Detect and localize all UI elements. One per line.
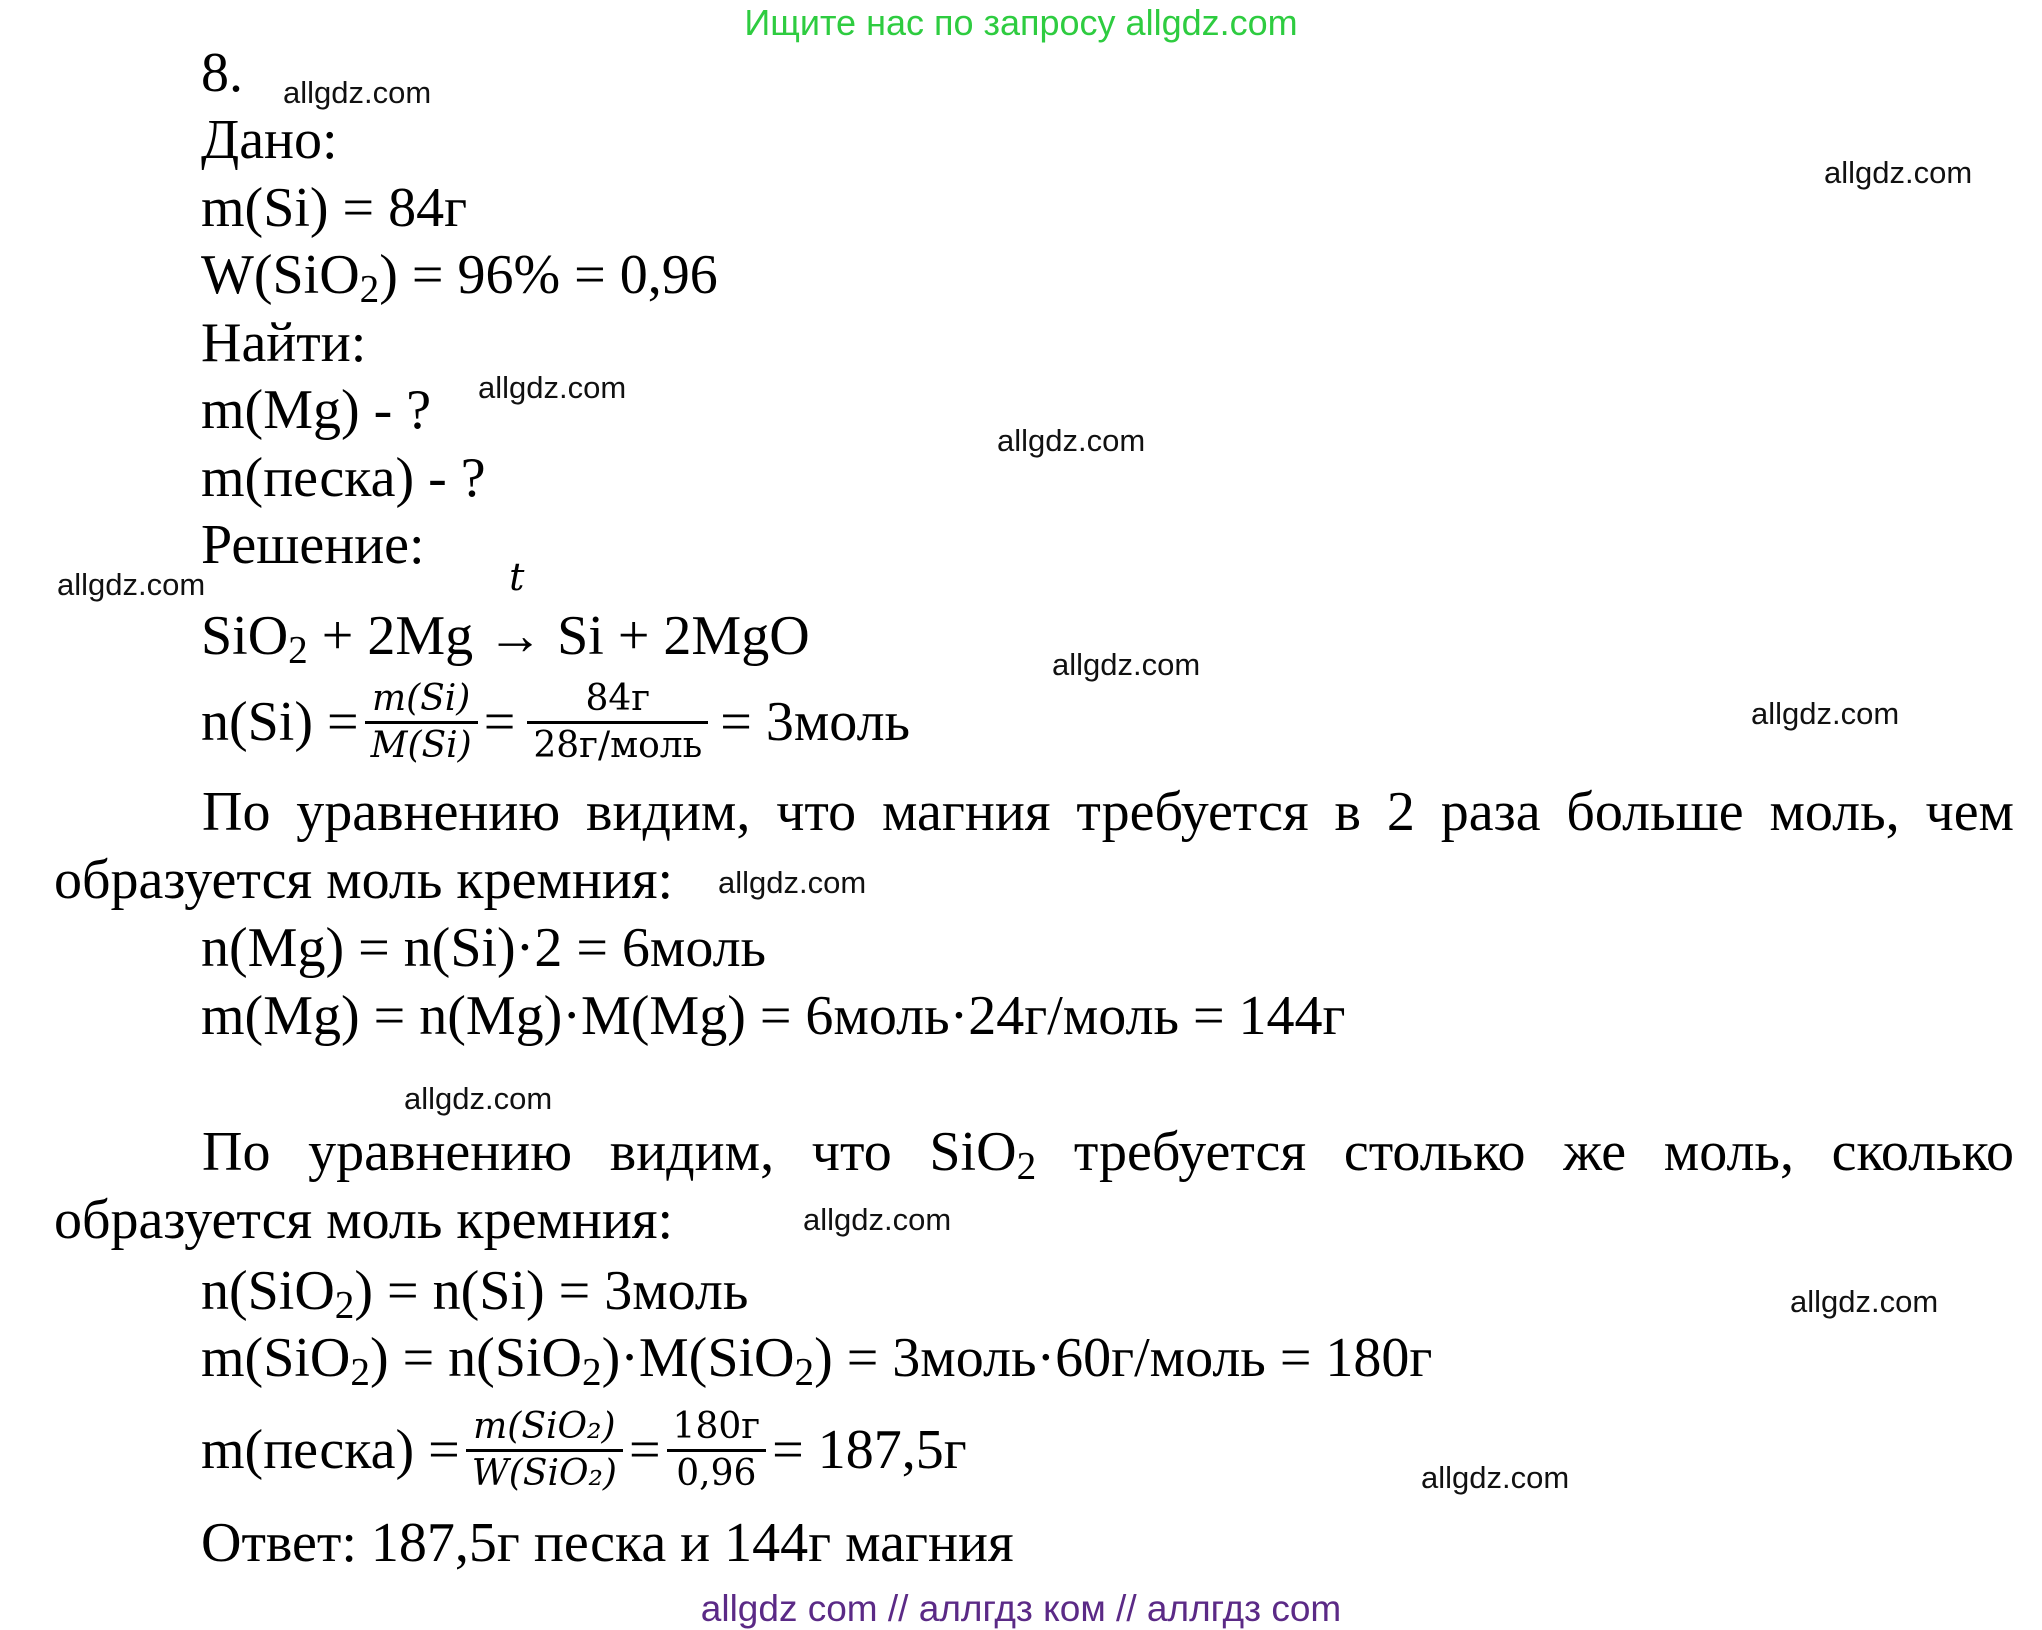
moles-si-formula: n(Si) = $\frac{m(Si)}{M(Si)}$ = $\frac{84г}{\text{28г/моль}}$ = 3моль — [201, 677, 911, 766]
mass-sio2: m(SiO$_2$) = n(SiO$_2$)·M(SiO$_2$) = 3моль·60г/моль = 180г — [201, 1327, 1433, 1394]
watermark: allgdz.com — [1751, 696, 1900, 731]
find-mass-mg: m(Mg) - ? — [201, 379, 432, 441]
reaction-arrow: t → — [487, 555, 544, 667]
mass-mg: m(Mg) = n(Mg)·M(Mg) = 6моль·24г/моль = 144г — [201, 985, 1346, 1047]
given-label: Дано: — [201, 109, 338, 171]
moles-sio2: n(SiO$_2$) = n(Si) = 3моль — [201, 1260, 749, 1327]
header-banner: Ищите нас по запросу allgdz.com — [744, 2, 1298, 43]
watermark: allgdz.com — [997, 423, 1146, 458]
watermark: allgdz.com — [57, 567, 206, 602]
answer: Ответ: 187,5г песка и 144г магния — [201, 1512, 1014, 1574]
fraction-mass-over-molar: $\frac{m(Si)}{M(Si)}$ — [365, 681, 478, 764]
solution-label: Решение: — [201, 514, 425, 576]
watermark: allgdz.com — [1421, 1460, 1570, 1495]
watermark: allgdz.com — [1790, 1284, 1939, 1319]
watermark: allgdz.com — [1824, 155, 1973, 190]
watermark: allgdz.com — [478, 370, 627, 405]
explanation-paragraph-1: По уравнению видим, что магния требуется в 2 раза больше моль, чем образуется моль кремния: — [54, 781, 2014, 911]
watermark: allgdz.com — [803, 1202, 952, 1237]
footer-banner: allgdz com // аллгдз ком // аллгдз com — [700, 1588, 1342, 1629]
given-purity-sio2: W(SiO$_2$) = 96% = 0,96 — [201, 244, 718, 311]
moles-mg: n(Mg) = n(Si)·2 = 6моль — [201, 917, 767, 979]
explanation-paragraph-2: По уравнению видим, что SiO$_2$ требуется столько же моль, сколько образуется моль кремния: — [54, 1121, 2015, 1251]
mass-sand-formula: m(песка) = $\frac{\text{m(SiO₂)}}{\text{W(SiO₂)}}$ = $\frac{180г}{0,96}$ = 187,5г — [201, 1405, 967, 1494]
watermark: allgdz.com — [404, 1081, 553, 1116]
find-label: Найти: — [201, 312, 367, 374]
fraction-mass-over-purity: $\frac{\text{m(SiO₂)}}{\text{W(SiO₂)}}$ — [466, 1409, 623, 1492]
fraction-values: $\frac{84г}{\text{28г/моль}}$ — [527, 681, 708, 764]
find-mass-sand: m(песка) - ? — [201, 447, 486, 509]
reaction-equation: SiO$_2$ + 2Mg t → Si + 2MgO — [201, 555, 810, 672]
problem-number: 8. — [201, 42, 243, 104]
watermark: allgdz.com — [1052, 647, 1201, 682]
given-mass-si: m(Si) = 84г — [201, 177, 468, 239]
fraction-sand-values: $\frac{180г}{0,96}$ — [667, 1409, 767, 1492]
watermark: allgdz.com — [718, 865, 867, 900]
watermark: allgdz.com — [283, 75, 432, 110]
